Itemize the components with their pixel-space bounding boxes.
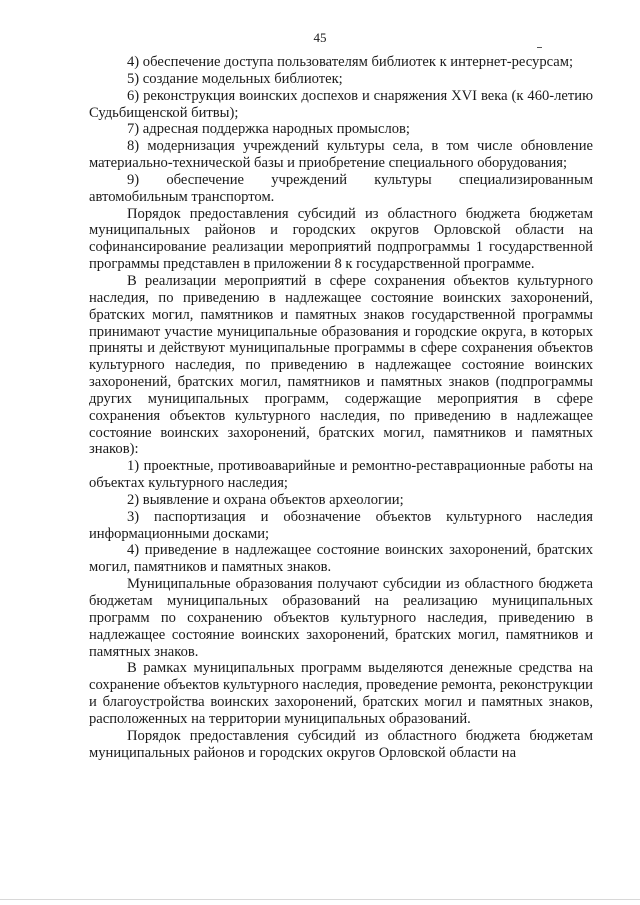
heritage-item-3: 3) паспортизация и обозначение объектов культурного наследия информационными досками; [89,508,593,542]
list-item-8-village-culture: 8) модернизация учреждений культуры села, в том числе обновление материально-технической базы и приобретение специального оборудования; [89,138,593,172]
scan-mark [537,47,542,48]
list-item-4-internet-access: 4) обеспечение доступа пользователям библиотек к интернет-ресурсам; [127,54,574,70]
paragraph-municipal-funds: В рамках муниципальных программ выделяются денежные средства на сохранение объектов культурного наследия, проведение ремонта, реконструкции и благоустройства воинских захоронений, братских могил и памятных знаков, расположенных на территории муниципальных образований. [89,660,593,727]
heritage-item-1: 1) проектные, противоаварийные и ремонтно-реставрационные работы на объектах культурного наследия; [89,458,593,492]
page-number: 45 [313,30,327,45]
paragraph-subsidy-procedure-continued: Порядок предоставления субсидий из областного бюджета бюджетам муниципальных районов и городских округов Орловской области на [89,727,593,761]
paragraph-subsidy-procedure: Порядок предоставления субсидий из областного бюджета бюджетам муниципальных районов и городских округов Орловской области на софинансирование реализации мероприятий подпрограммы 1 государственной программы представлен в приложении 8 к государственной программе. [89,205,593,273]
bottom-scan-edge [0,899,640,900]
paragraph-municipal-subsidies: Муниципальные образования получают субсидии из областного бюджета бюджетам муниципальных образований на реализацию муниципальных программ по сохранению объектов культурного наследия, приведению в надлежащее состояние воинских захоронений, братских могил, памятников и памятных знаков. [89,576,593,660]
body-text [89,54,593,761]
list-item-5-model-libraries: 5) создание модельных библиотек; [127,70,343,87]
list-item-9-transport: 9) обеспечение учреждений культуры специализированным автомобильным транспортом. [89,171,593,205]
heritage-item-2: 2) выявление и охрана объектов археологии; [127,491,404,508]
heritage-item-4: 4) приведение в надлежащее состояние воинских захоронений, братских могил, памятников и памятных знаков. [89,542,593,576]
list-item-7-folk-crafts: 7) адресная поддержка народных промыслов; [127,121,410,138]
paragraph-heritage-participation: В реализации мероприятий в сфере сохранения объектов культурного наследия, по приведению в надлежащее состояние воинских захоронений, братских могил, памятников и памятных знаков государственной программы принимают участие муниципальные образования и городские округа, в которых приняты и действуют муниципальные программы в сфере сохранения объектов культурного наследия, по приведению в надлежащее состояние воинских захоронений, братских могил, памятников и памятных знаков (подпрограммы других муниципальных программ, содержащие мероприятия в сфере сохранения объектов культурного наследия, по приведению в надлежащее состояние воинских захоронений, братских могил, памятников и памятных знаков): [89,272,593,458]
list-item-6-armor-reconstruction: 6) реконструкция воинских доспехов и снаряжения XVI века (к 460-летию Судьбищенской битвы); [89,87,593,121]
